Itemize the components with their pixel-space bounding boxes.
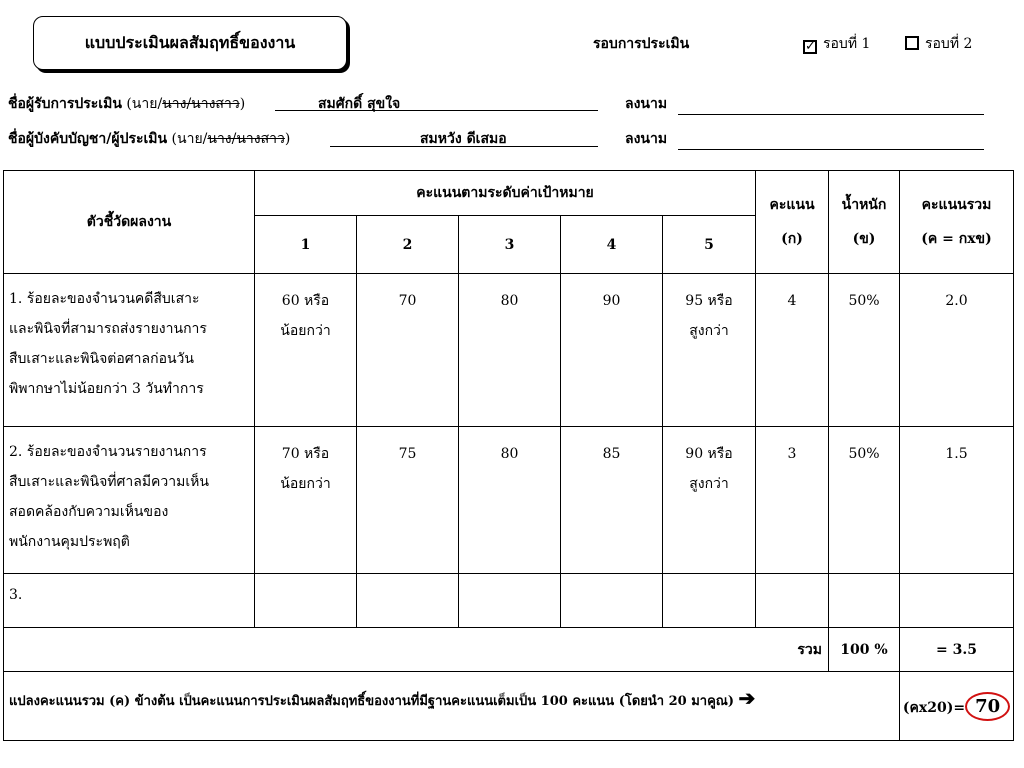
evaluatee-title-suffix: ) (239, 96, 246, 112)
header-weight-sub: (ข) (852, 231, 876, 247)
evaluatee-title-struck: นาง/นางสาว (162, 96, 240, 112)
level-5-line: สูงกว่า (689, 476, 729, 492)
round-label: รอบการประเมิน (593, 36, 690, 52)
header-total (900, 171, 1014, 274)
table-row (4, 574, 1014, 628)
indicator-cell (4, 574, 255, 628)
total-cell: 1.5 (900, 427, 1014, 574)
round2-checkbox[interactable] (905, 36, 919, 50)
header-indicator: ตัวชี้วัดผลงาน (4, 171, 255, 274)
level-5-cell (663, 274, 756, 427)
level-1-header: 1 (255, 216, 357, 274)
convert-eq: = (953, 699, 966, 716)
level-4-cell[interactable] (561, 574, 663, 628)
level-1-line: 60 หรือ (281, 293, 330, 309)
level-1-line: 70 หรือ (281, 446, 330, 462)
evaluator-name[interactable]: สมหวัง ดีเสมอ (420, 131, 507, 147)
indicator-line: 3. (9, 587, 23, 603)
indicator-line: พนักงานคุมประพฤติ (9, 534, 130, 550)
indicator-line: สืบเสาะและพินิจต่อศาลก่อนวัน (9, 351, 194, 367)
level-5-header: 5 (663, 216, 756, 274)
level-3-cell: 80 (459, 427, 561, 574)
convert-result: 70 (965, 692, 1010, 721)
header-score-label: คะแนน (769, 197, 815, 213)
evaluator-row (8, 128, 290, 150)
convert-text: แปลงคะแนนรวม (ค) ข้างต้น เป็นคะแนนการประเมินผลสัมฤทธิ์ของงานที่มีฐานคะแนนเต็มเป็น 100 คะแนน (โดยนำ 20 มาคูณ) (9, 694, 734, 709)
indicator-cell (4, 427, 255, 574)
sum-weight: 100 % (829, 628, 900, 672)
level-4-header: 4 (561, 216, 663, 274)
level-4-cell: 85 (561, 427, 663, 574)
indicator-cell (4, 274, 255, 427)
evaluator-title-struck: นาง/นางสาว (207, 131, 285, 147)
evaluatee-label: ชื่อผู้รับการประเมิน (8, 96, 122, 112)
convert-cell (4, 672, 900, 741)
convert-result-cell (900, 672, 1014, 741)
round1-option[interactable] (803, 33, 870, 55)
round1-checkbox[interactable]: ✓ (805, 39, 816, 54)
level-5-line: สูงกว่า (689, 323, 729, 339)
header-target: คะแนนตามระดับค่าเป้าหมาย (255, 171, 756, 216)
header-score-sub: (ก) (781, 231, 803, 247)
level-1-line: น้อยกว่า (280, 323, 331, 339)
round2-label: รอบที่ 2 (925, 36, 973, 52)
arrow-right-icon: ➔ (738, 686, 756, 710)
evaluatee-title-prefix: (นาย/ (126, 96, 163, 112)
level-1-cell (255, 427, 357, 574)
indicator-line: พิพากษาไม่น้อยกว่า 3 วันทำการ (9, 381, 204, 397)
level-3-cell[interactable] (459, 574, 561, 628)
score-cell[interactable] (756, 574, 829, 628)
sum-row (4, 628, 1014, 672)
level-3-cell: 80 (459, 274, 561, 427)
evaluator-sign-label: ลงนาม (625, 131, 668, 147)
level-2-header: 2 (357, 216, 459, 274)
form-title: แบบประเมินผลสัมฤทธิ์ของงาน (33, 16, 347, 70)
level-5-line: 90 หรือ (685, 446, 733, 462)
evaluatee-name[interactable]: สมศักดิ์ สุขใจ (318, 96, 401, 112)
level-2-cell: 75 (357, 427, 459, 574)
total-cell[interactable] (900, 574, 1014, 628)
evaluatee-sign-line[interactable] (678, 114, 984, 115)
level-5-cell[interactable] (663, 574, 756, 628)
header-weight-label: น้ำหนัก (841, 197, 887, 213)
convert-formula: (คx20) (902, 699, 954, 716)
header-total-sub: (ค = กxข) (921, 231, 992, 247)
convert-row (4, 672, 1014, 741)
level-2-cell[interactable] (357, 574, 459, 628)
header-score (756, 171, 829, 274)
sum-label: รวม (4, 628, 829, 672)
level-4-cell: 90 (561, 274, 663, 427)
level-1-cell[interactable] (255, 574, 357, 628)
round2-option[interactable] (905, 33, 972, 55)
indicator-line: 2. ร้อยละของจำนวนรายงานการ (9, 444, 207, 460)
score-cell[interactable]: 3 (756, 427, 829, 574)
table-row (4, 274, 1014, 427)
level-5-line: 95 หรือ (685, 293, 733, 309)
indicator-line: สอดคล้องกับความเห็นของ (9, 504, 169, 520)
total-cell: 2.0 (900, 274, 1014, 427)
evaluator-sign-line[interactable] (678, 149, 984, 150)
evaluatee-sign-label: ลงนาม (625, 96, 668, 112)
sum-total: = 3.5 (900, 628, 1014, 672)
evaluatee-row (8, 93, 245, 115)
indicator-line: 1. ร้อยละของจำนวนคดีสืบเสาะ (9, 291, 200, 307)
score-cell[interactable]: 4 (756, 274, 829, 427)
level-5-cell (663, 427, 756, 574)
evaluator-title-prefix: (นาย/ (171, 131, 208, 147)
round1-label: รอบที่ 1 (823, 36, 871, 52)
level-1-line: น้อยกว่า (280, 476, 331, 492)
header-total-label: คะแนนรวม (921, 197, 992, 213)
weight-cell: 50% (829, 274, 900, 427)
weight-cell: 50% (829, 427, 900, 574)
weight-cell[interactable] (829, 574, 900, 628)
evaluation-table (3, 170, 1014, 741)
evaluator-title-suffix: ) (284, 131, 291, 147)
header-weight (829, 171, 900, 274)
indicator-line: สืบเสาะและพินิจที่ศาลมีความเห็น (9, 474, 209, 490)
table-row (4, 427, 1014, 574)
evaluator-label: ชื่อผู้บังคับบัญชา/ผู้ประเมิน (8, 131, 168, 147)
level-2-cell: 70 (357, 274, 459, 427)
level-1-cell (255, 274, 357, 427)
level-3-header: 3 (459, 216, 561, 274)
indicator-line: และพินิจที่สามารถส่งรายงานการ (9, 321, 207, 337)
